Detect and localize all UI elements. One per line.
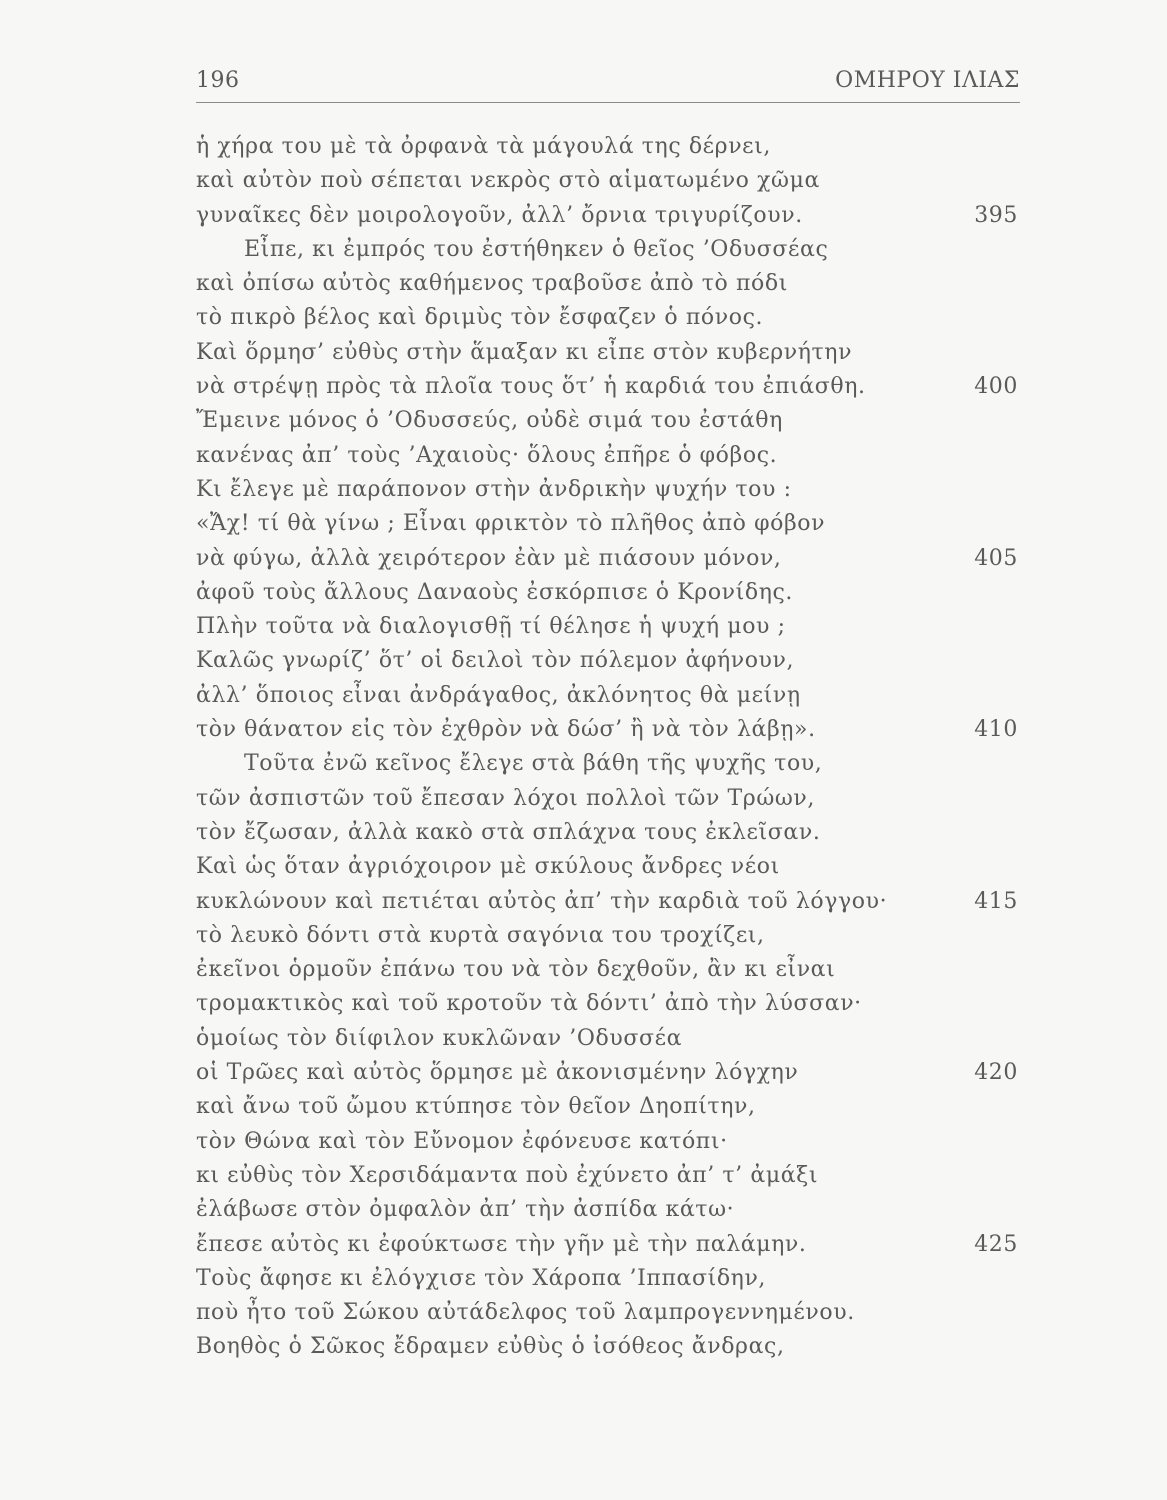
verse-text: ποὺ ἦτο τοῦ Σώκου αὐτάδελφος τοῦ λαμπρογεννημένου.: [196, 1300, 855, 1326]
verse-text: ἐκεῖνοι ὁρμοῦν ἐπάνω του νὰ τὸν δεχθοῦν, ἂν κι εἶναι: [196, 957, 836, 983]
verse-line: [196, 713, 1026, 747]
verse-text: Βοηθὸς ὁ Σῶκος ἔδραμεν εὐθὺς ὁ ἰσόθεος ἄνδρας,: [196, 1334, 785, 1360]
line-number: 420: [974, 1060, 1018, 1086]
line-number: 410: [974, 717, 1018, 743]
verse-text: Τοῦτα ἐνῶ κεῖνος ἔλεγε στὰ βάθη τῆς ψυχῆς του,: [244, 751, 823, 777]
verse-line: [196, 404, 1026, 438]
verse-line: [196, 267, 1026, 301]
verse-text: καὶ ὀπίσω αὐτὸς καθήμενος τραβοῦσε ἀπὸ τὸ πόδι: [196, 271, 788, 297]
verse-line: [196, 1090, 1026, 1124]
page-number: 196: [196, 68, 240, 93]
verse-text-block: [196, 130, 1026, 1365]
verse-line: [196, 919, 1026, 953]
verse-text: ἐλάβωσε στὸν ὀμφαλὸν ἀπ’ τὴν ἀσπίδα κάτω·: [196, 1197, 735, 1223]
verse-text: τὸν ἔζωσαν, ἀλλὰ κακὸ στὰ σπλάχνα τους ἐκλεῖσαν.: [196, 819, 821, 845]
verse-line: [196, 164, 1026, 198]
verse-text: Καὶ ὡς ὅταν ἀγριόχοιρον μὲ σκύλους ἄνδρες νέοι: [196, 854, 780, 880]
verse-text: Τοὺς ἄφησε κι ἐλόγχισε τὸν Χάροπα ’Ιππασίδην,: [196, 1265, 767, 1291]
line-number: 415: [974, 888, 1018, 914]
line-number: 395: [974, 202, 1018, 228]
verse-line: [196, 130, 1026, 164]
verse-text: Εἶπε, κι ἐμπρός του ἐστήθηκεν ὁ θεῖος ’Οδυσσέας: [244, 236, 829, 262]
verse-text: Κι ἔλεγε μὲ παράπονον στὴν ἀνδρικὴν ψυχήν του :: [196, 476, 792, 502]
verse-text: τὸ πικρὸ βέλος καὶ δριμὺς τὸν ἔσφαζεν ὁ πόνος.: [196, 305, 764, 331]
verse-text: τὸ λευκὸ δόντι στὰ κυρτὰ σαγόνια του τροχίζει,: [196, 922, 765, 948]
verse-text: νὰ φύγω, ἀλλὰ χειρότερον ἐὰν μὲ πιάσουν μόνον,: [196, 545, 782, 571]
verse-line: [196, 747, 1026, 781]
page-header: [196, 62, 1020, 102]
verse-line: [196, 679, 1026, 713]
verse-line: [196, 782, 1026, 816]
verse-line: [196, 370, 1026, 404]
verse-line: [196, 850, 1026, 884]
verse-text: κι εὐθὺς τὸν Χερσιδάμαντα ποὺ ἐχύνετο ἀπ’ τ’ ἀμάξι: [196, 1162, 819, 1188]
verse-text: τρομακτικὸς καὶ τοῦ κροτοῦν τὰ δόντι’ ἀπὸ τὴν λύσσαν·: [196, 991, 862, 1017]
verse-line: [196, 233, 1026, 267]
verse-text: κανένας ἀπ’ τοὺς ’Αχαιοὺς· ὅλους ἐπῆρε ὁ φόβος.: [196, 442, 778, 468]
verse-line: [196, 1159, 1026, 1193]
verse-line: [196, 610, 1026, 644]
verse-line: [196, 1056, 1026, 1090]
verse-line: [196, 473, 1026, 507]
verse-line: [196, 507, 1026, 541]
verse-text: οἱ Τρῶες καὶ αὐτὸς ὅρμησε μὲ ἀκονισμένην λόγχην: [196, 1060, 799, 1086]
verse-text: καὶ ἄνω τοῦ ὤμου κτύπησε τὸν θεῖον Δηοπίτην,: [196, 1094, 756, 1120]
verse-text: κυκλώνουν καὶ πετιέται αὐτὸς ἀπ’ τὴν καρδιὰ τοῦ λόγγου·: [196, 888, 888, 914]
verse-line: [196, 1125, 1026, 1159]
verse-text: Καὶ ὅρμησ’ εὐθὺς στὴν ἅμαξαν κι εἶπε στὸν κυβερνήτην: [196, 339, 853, 365]
verse-text: τὸν θάνατον εἰς τὸν ἐχθρὸν νὰ δώσ’ ἢ νὰ τὸν λάβῃ».: [196, 717, 816, 743]
verse-line: [196, 576, 1026, 610]
verse-text: τῶν ἀσπιστῶν τοῦ ἔπεσαν λόχοι πολλοὶ τῶν Τρώων,: [196, 785, 815, 811]
verse-line: [196, 885, 1026, 919]
verse-line: [196, 199, 1026, 233]
verse-line: [196, 1296, 1026, 1330]
verse-text: ὁμοίως τὸν διίφιλον κυκλῶναν ’Οδυσσέα: [196, 1025, 683, 1051]
verse-line: [196, 439, 1026, 473]
line-number: 425: [974, 1231, 1018, 1257]
verse-line: [196, 987, 1026, 1021]
verse-text: καὶ αὐτὸν ποὺ σέπεται νεκρὸς στὸ αἱματωμένο χῶμα: [196, 168, 820, 194]
verse-text: ἀλλ’ ὅποιος εἶναι ἀνδράγαθος, ἀκλόνητος θὰ μείνῃ: [196, 682, 801, 708]
verse-text: Καλῶς γνωρίζ’ ὅτ’ οἱ δειλοὶ τὸν πόλεμον ἀφήνουν,: [196, 648, 795, 674]
header-rule: [196, 102, 1020, 103]
verse-line: [196, 1022, 1026, 1056]
verse-text: γυναῖκες δὲν μοιρολογοῦν, ἀλλ’ ὄρνια τριγυρίζουν.: [196, 202, 803, 228]
verse-line: [196, 644, 1026, 678]
verse-text: Ἔμεινε μόνος ὁ ’Οδυσσεύς, οὐδὲ σιμά του ἐστάθη: [196, 408, 783, 434]
verse-line: [196, 816, 1026, 850]
verse-text: ἀφοῦ τοὺς ἄλλους Δαναοὺς ἐσκόρπισε ὁ Κρονίδης.: [196, 579, 793, 605]
verse-text: νὰ στρέψῃ πρὸς τὰ πλοῖα τους ὅτ’ ἡ καρδιά του ἐπιάσθη.: [196, 374, 866, 400]
line-number: 405: [974, 545, 1018, 571]
verse-line: [196, 336, 1026, 370]
verse-line: [196, 301, 1026, 335]
verse-line: [196, 1193, 1026, 1227]
verse-text: τὸν Θώνα καὶ τὸν Εὔνομον ἐφόνευσε κατόπι·: [196, 1128, 728, 1154]
verse-line: [196, 1330, 1026, 1364]
running-title: ΟΜΗΡΟΥ ΙΛΙΑΣ: [835, 68, 1020, 93]
verse-line: [196, 953, 1026, 987]
verse-text: ἔπεσε αὐτὸς κι ἐφούκτωσε τὴν γῆν μὲ τὴν παλάμην.: [196, 1231, 807, 1257]
verse-line: [196, 542, 1026, 576]
verse-line: [196, 1228, 1026, 1262]
verse-line: [196, 1262, 1026, 1296]
verse-text: ἡ χήρα του μὲ τὰ ὀρφανὰ τὰ μάγουλά της δέρνει,: [196, 134, 771, 159]
verse-text: Πλὴν τοῦτα νὰ διαλογισθῇ τί θέλησε ἡ ψυχή μου ;: [196, 614, 786, 640]
line-number: 400: [974, 374, 1018, 400]
verse-text: «Ἄχ! τί θὰ γίνω ; Εἶναι φρικτὸν τὸ πλῆθος ἀπὸ φόβον: [196, 511, 826, 537]
